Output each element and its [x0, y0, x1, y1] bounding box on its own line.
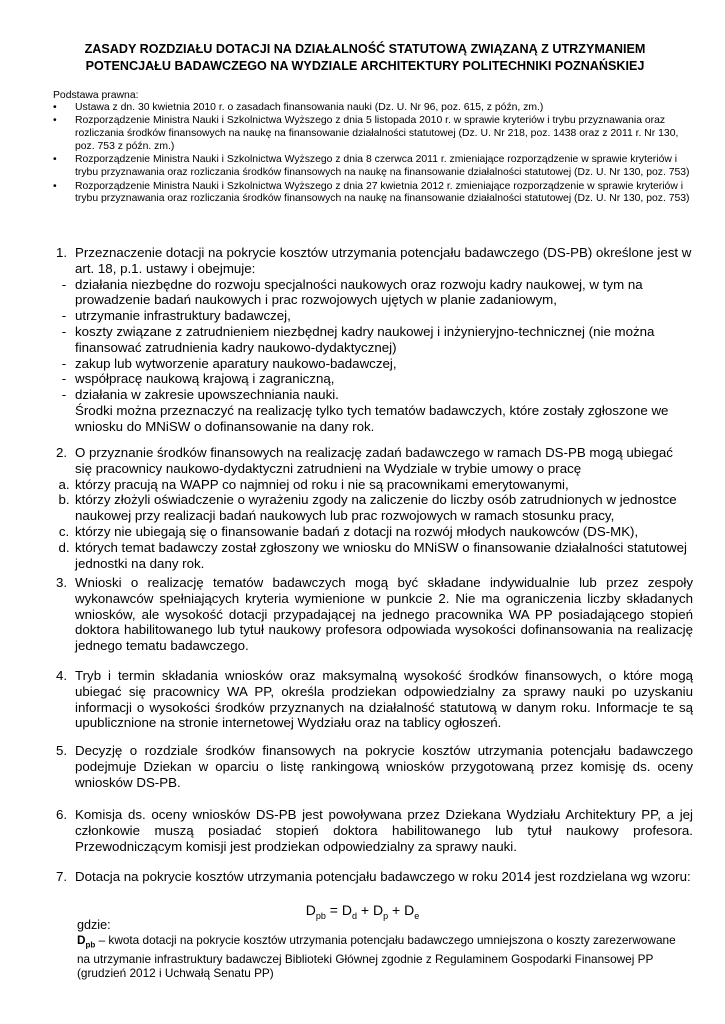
section-7: 7. Dotacja na pokrycie kosztów utrzymania potencjału badawczego w roku 2014 jest rozdzielana wg wzoru:	[53, 869, 693, 885]
section-number: 4.	[56, 668, 68, 683]
section-3: 3. Wnioski o realizację tematów badawczych mogą być składane indywidualnie lub przez zespoły wykonawców spełniających kryteria wymienione w punkcie 2. Nie ma ograniczenia liczby składanych wniosków, ale wysokość dotacji przypadającej na jednego pracownika WA PP posiadającego stopień doktora habilitowanego lub tytuł naukowy profesora odpowiada wysokości dofinansowania na realizację jednego tematu badawczego.	[53, 575, 693, 654]
list-item: d. których temat badawczy został zgłoszony we wniosku do MNiSW o finansowanie działalności statutowej jednostki na dany rok.	[58, 539, 687, 571]
legal-basis-item: • Ustawa z dn. 30 kwietnia 2010 r. o zasadach finansowania nauki (Dz. U. Nr 96, poz. 615, z późn, zm.)	[53, 102, 544, 113]
list-item: a. którzy pracują na WAPP co najmniej od roku i nie są pracownikami emerytowanymi,	[58, 476, 569, 492]
legal-basis-label: Podstawa prawna:	[53, 90, 139, 101]
section-number: 5.	[56, 743, 68, 758]
list-item: - współpracę naukową krajową i zagraniczną,	[61, 371, 335, 387]
allocation-formula: $D_{pb} = D_d + D_p + D_e$	[305, 902, 420, 921]
legal-basis-list	[53, 102, 693, 207]
legal-basis-item: • Rozporządzenie Ministra Nauki i Szkolnictwa Wyższego z dnia 5 listopada 2010 r. w sprawie kryteriów i trybu przyznawania oraz rozliczania środków finansowych na naukę na finansowanie działalności statutowej (Dz. U. Nr 218, poz. 1438 oraz z 2011 r. Nr 130, poz. 753 z późn. zm.)	[53, 115, 679, 152]
section-number: 2.	[56, 445, 68, 460]
list-item: - działania w zakresie upowszechniania nauki.	[61, 387, 339, 403]
list-item: - zakup lub wytworzenie aparatury naukowo-badawczej,	[61, 355, 397, 371]
bullet-icon: •	[53, 102, 57, 113]
section-number: 1.	[56, 245, 68, 260]
definition-text: – kwota dotacji na pokrycie kosztów utrzymania potencjału badawczego umniejszona o koszty zarezerwowane na utrzymanie infrastruktury badawczej Biblioteki Głównej zgodnie z Regulaminem Gospodarki Finansowej PP (grudzień 2012 i Uchwałą Senatu PP)	[77, 933, 676, 981]
list-item: - utrzymanie infrastruktury badawczej,	[61, 308, 291, 324]
list-item: - działania niezbędne do rozwoju specjalności naukowych oraz rozwoju kadry naukowej, w tym na prowadzenie badań naukowych i prac rozwojowych ujętych w planie zadaniowym,	[61, 276, 643, 308]
section-2-intro: 2. O przyznanie środków finansowych na realizację zadań badawczego w ramach DS-PB mogą ubiegać się pracownicy naukowo-dydaktyczni zatrudnieni na Wydziale w trybie umowy o pracę	[53, 445, 693, 477]
section-2	[53, 445, 693, 571]
section-1-note: Środki można przeznaczyć na realizację tylko tych tematów badawczych, które zostały zgłoszone we wniosku do MNiSW o dofinansowanie na dany rok.	[75, 402, 669, 434]
list-item: - koszty związane z zatrudnieniem niezbędnej kadry naukowej i inżynieryjno-technicznej (nie można finansować zatrudnienia kadry naukowo-dydaktycznej)	[61, 323, 655, 355]
definition-dpb	[77, 933, 687, 980]
bullet-icon: •	[53, 154, 57, 166]
section-5: 5. Decyzję o rozdziale środków finansowych na pokrycie kosztów utrzymania potencjału badawczego podejmuje Dziekan w oparciu o listę rankingową wniosków przygotowaną przez komisję ds. oceny wniosków DS-PB.	[53, 743, 693, 790]
document-title: ZASADY ROZDZIAŁU DOTACJI NA DZIAŁALNOŚĆ STATUTOWĄ ZWIĄZANĄ Z UTRZYMANIEM POTENCJAŁU BADAWCZEGO NA WYDZIALE ARCHITEKTURY POLITECHNIKI POZNAŃSKIEJ	[84, 42, 646, 73]
section-number: 3.	[56, 575, 68, 590]
section-1-intro: 1. Przeznaczenie dotacji na pokrycie kosztów utrzymania potencjału badawczego (DS-PB) określone jest w art. 18, p.1. ustawy i obejmuje:	[53, 245, 693, 277]
section-number: 7.	[56, 869, 68, 884]
legal-basis-item: • Rozporządzenie Ministra Nauki i Szkolnictwa Wyższego z dnia 27 kwietnia 2012 r. zmieniające rozporządzenie w sprawie kryteriów i trybu przyznawania oraz rozliczania środków finansowych na naukę na finansowanie działalności statutowej (Dz. U. Nr 130, poz. 753)	[53, 180, 690, 205]
bullet-icon: •	[53, 115, 57, 127]
section-number: 6.	[56, 807, 68, 822]
definition-term: $D_{pb}$	[77, 933, 96, 950]
section-6: 6. Komisja ds. oceny wniosków DS-PB jest powoływana przez Dziekana Wydziału Architektury PP, a jej członkowie muszą posiadać stopień doktora habilitowanego lub tytuł naukowy profesora. Przewodniczącym komisji jest prodziekan odpowiedzialny za sprawy nauki.	[53, 807, 693, 854]
list-item: c. którzy nie ubiegają się o finansowanie badań z dotacji na rozwój młodych naukowców (DS-MK),	[58, 523, 639, 539]
section-4: 4. Tryb i termin składania wniosków oraz maksymalną wysokość środków finansowych, o które mogą ubiegać się pracownicy WA PP, określa prodziekan odpowiedzialny za sprawy nauki po uzyskaniu informacji o wysokości środków przyznanych na działalność statutową w danym roku. Informacje te są upublicznione na stronie internetowej Wydziału oraz na tablicy ogłoszeń.	[53, 668, 693, 731]
list-item: b. którzy złożyli oświadczenie o wyrażeniu zgody na zaliczenie do liczby osób zatrudnionych w jednostce naukowej przy realizacji badań naukowych lub prac rozwojowych w ramach stosunku pracy,	[58, 492, 677, 524]
where-label: gdzie:	[77, 918, 111, 932]
section-1	[53, 245, 693, 435]
bullet-icon: •	[53, 180, 57, 192]
legal-basis-item: • Rozporządzenie Ministra Nauki i Szkolnictwa Wyższego z dnia 8 czerwca 2011 r. zmieniające rozporządzenie w sprawie kryteriów i trybu przyznawania oraz rozliczania środków finansowych na naukę na finansowanie działalności statutowej (Dz. U. Nr 130, poz. 753)	[53, 154, 690, 179]
